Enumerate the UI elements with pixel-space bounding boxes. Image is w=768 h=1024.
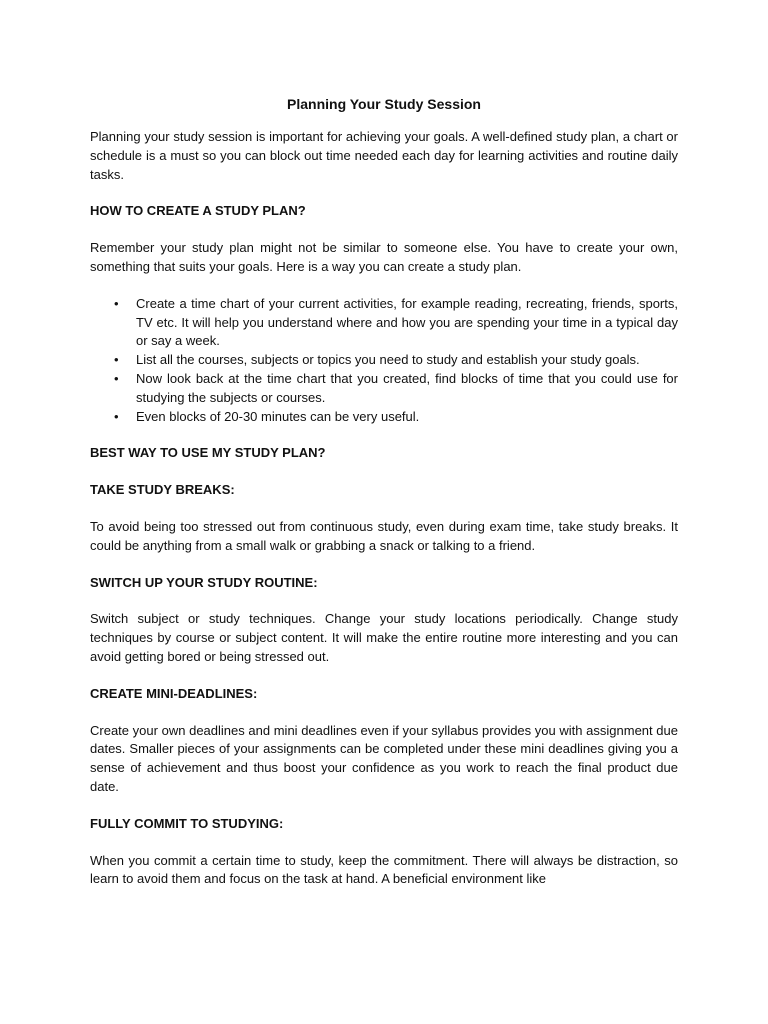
mini-deadlines-paragraph: Create your own deadlines and mini deadlines even if your syllabus provides you with assignment due dates. Smaller pieces of your assignments can be completed under these mini deadlines giving you a sense of achievement and thus boost your confidence as you work to reach the final product due date. [90, 722, 678, 794]
document-body [90, 94, 678, 907]
intro-paragraph: Planning your study session is important for achieving your goals. A well-defined study plan, a chart or schedule is a must so you can block out time needed each day for learning activities and routine daily tasks. [90, 129, 678, 182]
bullet-icon: • [114, 370, 119, 386]
switch-routine-paragraph: Switch subject or study techniques. Change your study locations periodically. Change study techniques by course or subject content. It will make the entire routine more interesting and you can avoid getting bored or being stressed out. [90, 611, 678, 664]
list-item-text: Even blocks of 20-30 minutes can be very useful. [136, 408, 420, 424]
study-plan-bullet-list [90, 295, 678, 427]
list-item [90, 351, 678, 370]
fully-commit-paragraph: When you commit a certain time to study, keep the commitment. There will always be distraction, so learn to avoid them and focus on the task at hand. A beneficial environment like [90, 852, 678, 887]
take-breaks-paragraph: To avoid being too stressed out from continuous study, even during exam time, take study breaks. It could be anything from a small walk or grabbing a snack or talking to a friend. [90, 518, 678, 553]
list-item-text: List all the courses, subjects or topics you need to study and establish your study goals. [136, 352, 640, 368]
heading-create-study-plan: HOW TO CREATE A STUDY PLAN? [90, 203, 306, 219]
list-item-text: Now look back at the time chart that you created, find blocks of time that you could use for studying the subjects or courses. [136, 370, 678, 405]
bullet-icon: • [114, 352, 119, 368]
list-item [90, 408, 678, 427]
create-study-plan-paragraph: Remember your study plan might not be similar to someone else. You have to create your own, something that suits your goals. Here is a way you can create a study plan. [90, 240, 678, 274]
heading-take-breaks: TAKE STUDY BREAKS: [90, 482, 235, 498]
page-title: Planning Your Study Session [287, 96, 481, 112]
list-item-text: Create a time chart of your current activities, for example reading, recreating, friends, sports, TV etc. It will help you understand where and how you are spending your time in a typical day or say a week. [136, 295, 678, 349]
bullet-icon: • [114, 408, 119, 424]
bullet-icon: • [114, 295, 119, 311]
list-item [90, 295, 678, 351]
heading-fully-commit: FULLY COMMIT TO STUDYING: [90, 815, 284, 831]
heading-best-way: BEST WAY TO USE MY STUDY PLAN? [90, 445, 326, 461]
list-item [90, 370, 678, 408]
heading-mini-deadlines: CREATE MINI-DEADLINES: [90, 685, 258, 701]
heading-switch-routine: SWITCH UP YOUR STUDY ROUTINE: [90, 574, 318, 590]
